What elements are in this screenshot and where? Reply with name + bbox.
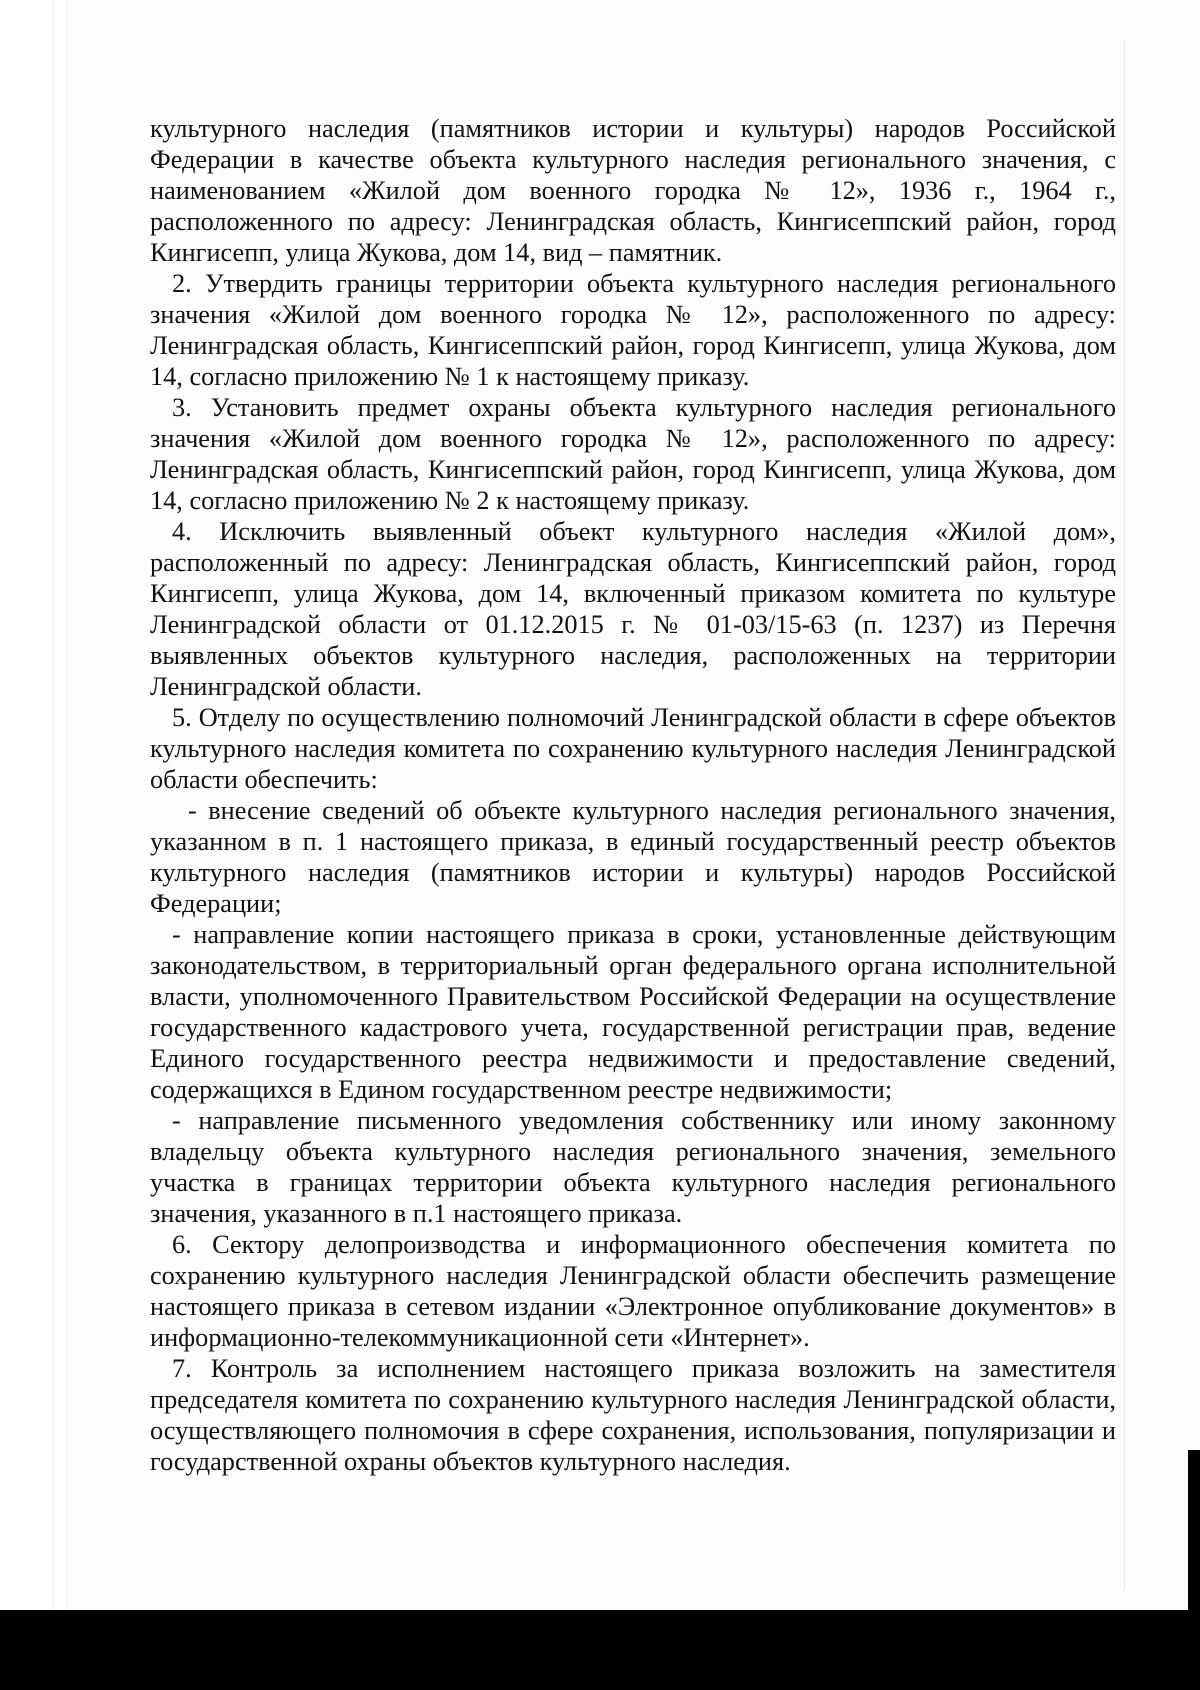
paragraph-item-5-sub-3: - направление письменного уведомления собственнику или иному законному владельцу объекта культурного наследия регионального значения, земельного участка в границах территории объекта культурного наследия регионального значения, указанного в п.1 настоящего приказа.	[150, 1106, 1116, 1228]
paragraph-item-3: 3. Установить предмет охраны объекта культурного наследия регионального значения «Жилой дом военного городка № 12», расположенного по адресу: Ленинградская область, Кингисеппский район, город Кингисепп, улица Жукова, дом 14, согласно приложению № 2 к настоящему приказу.	[150, 393, 1116, 515]
paragraph-item-6: 6. Сектору делопроизводства и информационного обеспечения комитета по сохранению культурного наследия Ленинградской области обеспечить размещение настоящего приказа в сетевом издании «Электронное опубликование документов» в информационно-телекоммуникационной сети «Интернет».	[150, 1230, 1116, 1352]
scan-artifact-left-edge	[0, 0, 70, 1690]
scan-artifact-right-bar	[1188, 1450, 1200, 1610]
scan-artifact-right-line	[1124, 40, 1125, 1590]
document-body	[150, 113, 1116, 1477]
paragraph-continuation: культурного наследия (памятников истории и культуры) народов Российской Федерации в качестве объекта культурного наследия регионального значения, с наименованием «Жилой дом военного городка № 12», 1936 г., 1964 г., расположенного по адресу: Ленинградская область, Кингисеппский район, город Кингисепп, улица Жукова, дом 14, вид – памятник.	[150, 114, 1116, 267]
paragraph-item-5: 5. Отделу по осуществлению полномочий Ленинградской области в сфере объектов культурного наследия комитета по сохранению культурного наследия Ленинградской области обеспечить:	[150, 703, 1116, 794]
paragraph-item-5-sub-2: - направление копии настоящего приказа в сроки, установленные действующим законодательством, в территориальный орган федерального органа исполнительной власти, уполномоченного Правительством Российской Федерации на осуществление государственного кадастрового учета, государственной регистрации прав, ведение Единого государственного реестра недвижимости и предоставление сведений, содержащихся в Едином государственном реестре недвижимости;	[150, 920, 1116, 1104]
paragraph-item-7: 7. Контроль за исполнением настоящего приказа возложить на заместителя председателя комитета по сохранению культурного наследия Ленинградской области, осуществляющего полномочия в сфере сохранения, использования, популяризации и государственной охраны объектов культурного наследия.	[150, 1354, 1116, 1476]
paragraph-item-4: 4. Исключить выявленный объект культурного наследия «Жилой дом», расположенный по адресу: Ленинградская область, Кингисеппский район, город Кингисепп, улица Жукова, дом 14, включенный приказом комитета по культуре Ленинградской области от 01.12.2015 г. № 01-03/15-63 (п. 1237) из Перечня выявленных объектов культурного наследия, расположенных на территории Ленинградской области.	[150, 517, 1116, 701]
scan-artifact-bottom-bar	[0, 1610, 1200, 1690]
paragraph-item-2: 2. Утвердить границы территории объекта культурного наследия регионального значения «Жилой дом военного городка № 12», расположенного по адресу: Ленинградская область, Кингисеппский район, город Кингисепп, улица Жукова, дом 14, согласно приложению № 1 к настоящему приказу.	[150, 269, 1116, 391]
paragraph-item-5-sub-1: - внесение сведений об объекте культурного наследия регионального значения, указанном в п. 1 настоящего приказа, в единый государственный реестр объектов культурного наследия (памятников истории и культуры) народов Российской Федерации;	[150, 796, 1116, 918]
